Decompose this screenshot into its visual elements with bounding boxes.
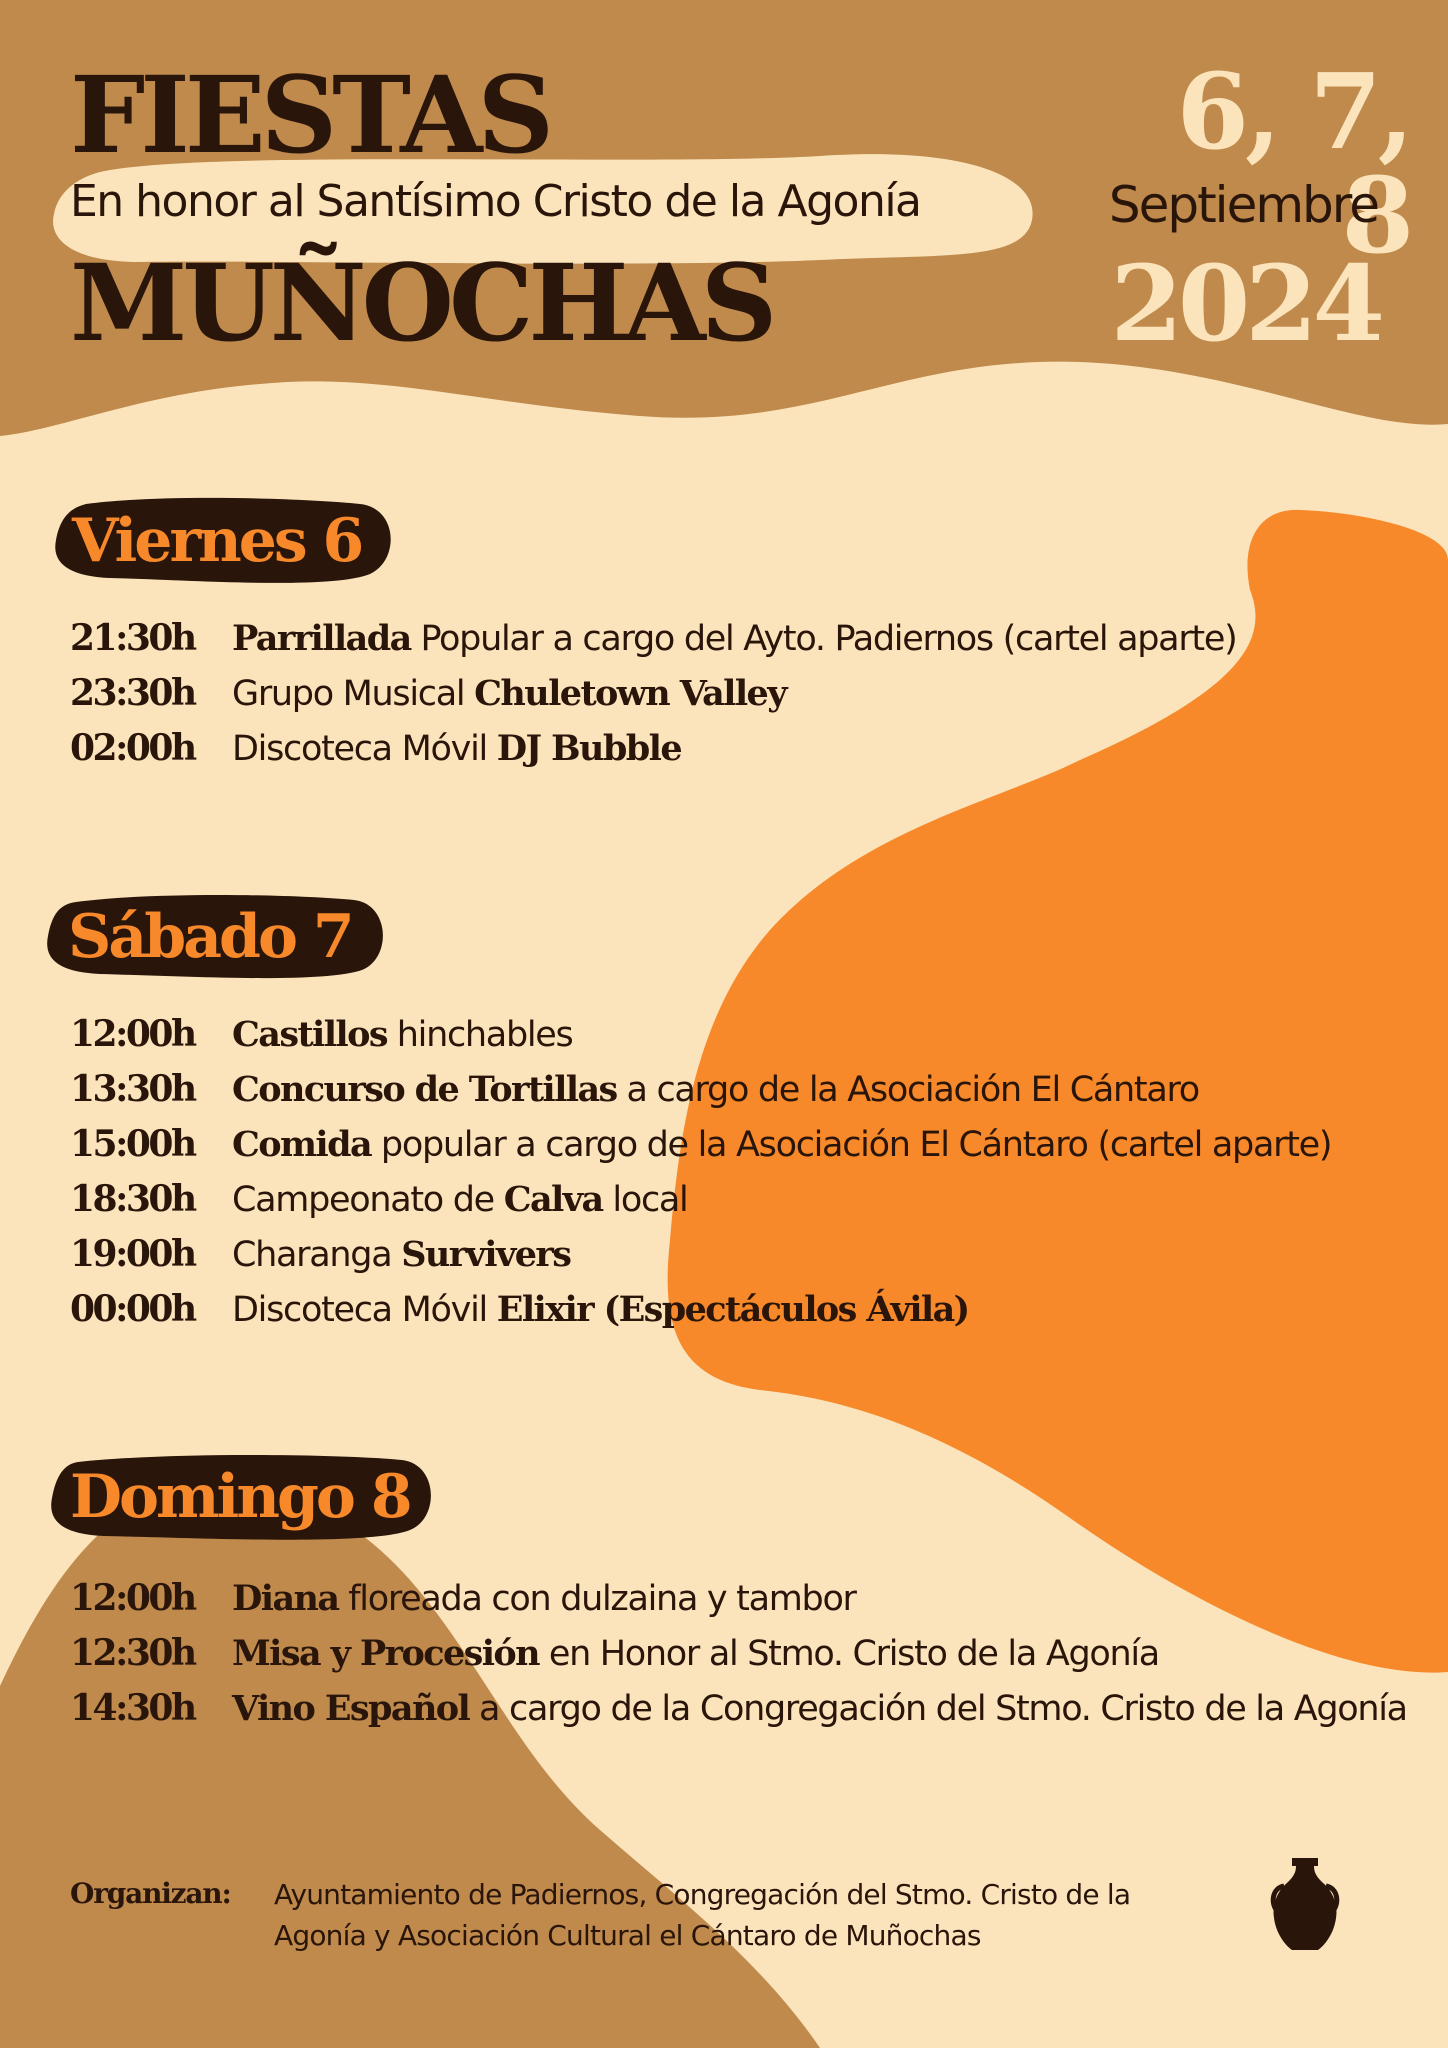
event-highlight: Calva (503, 1179, 603, 1220)
event-description (232, 666, 1410, 722)
event-highlight: Chuletown Valley (474, 673, 786, 714)
event-time: 18:30h (70, 1178, 195, 1220)
event-row (70, 1172, 1410, 1227)
event-row (70, 1626, 1410, 1681)
event-row (70, 1282, 1410, 1337)
event-row (70, 611, 1410, 666)
event-text: floreada con dulzaina y tambor (338, 1579, 856, 1619)
schedule-sabado (70, 1007, 1410, 1337)
event-time: 00:00h (70, 1288, 195, 1330)
schedule-domingo (70, 1571, 1410, 1791)
event-description (232, 1681, 1410, 1737)
event-description (232, 611, 1410, 667)
event-highlight: Elixir (Espectáculos Ávila) (496, 1289, 969, 1330)
event-text: a cargo de la Congregación del Stmo. Cristo de la Agonía (469, 1689, 1407, 1729)
title-town: MUÑOCHAS (70, 240, 773, 365)
event-description (232, 1117, 1410, 1173)
event-text: en Honor al Stmo. Cristo de la Agonía (539, 1634, 1159, 1674)
event-highlight: Parrillada (232, 618, 411, 659)
event-description (232, 1007, 1410, 1063)
event-highlight: Castillos (232, 1014, 387, 1055)
event-row (70, 1117, 1410, 1172)
event-time: 12:30h (70, 1632, 195, 1674)
organizers-text: Ayuntamiento de Padiernos, Congregación del Stmo. Cristo de la Agonía y Asociación Cultural el Cántaro de Muñochas (274, 1878, 1131, 1952)
event-description (232, 1626, 1410, 1682)
event-time: 23:30h (70, 672, 195, 714)
event-time: 12:00h (70, 1013, 195, 1055)
event-text: Campeonato de (232, 1180, 504, 1220)
event-description (232, 1571, 1410, 1627)
event-highlight: Survivers (401, 1234, 571, 1275)
event-highlight: Vino Español (232, 1688, 470, 1729)
schedule-viernes (70, 611, 1410, 776)
title-fiestas: FIESTAS (70, 52, 550, 177)
clay-jug-icon (1270, 1856, 1340, 1952)
event-description (232, 1062, 1410, 1118)
event-text: Grupo Musical (232, 674, 475, 714)
event-time: 21:30h (70, 617, 195, 659)
event-time: 19:00h (70, 1233, 195, 1275)
event-text: Charanga (232, 1235, 402, 1275)
event-text: Popular a cargo del Ayto. Padiernos (cartel aparte) (410, 619, 1237, 659)
day-label-sabado: Sábado 7 (68, 902, 352, 972)
date-days: 6, 7, 8 (1176, 50, 1410, 277)
event-text: hinchables (386, 1015, 573, 1055)
event-time: 14:30h (70, 1687, 195, 1729)
event-text: local (602, 1180, 688, 1220)
day-label-viernes: Viernes 6 (72, 506, 362, 576)
event-description (232, 1282, 1410, 1338)
event-row (70, 1007, 1410, 1062)
event-highlight: Concurso de Tortillas (232, 1069, 617, 1110)
event-time: 02:00h (70, 727, 195, 769)
date-month: Septiembre (1108, 176, 1378, 234)
event-row (70, 721, 1410, 776)
event-row (70, 1681, 1410, 1791)
event-time: 12:00h (70, 1577, 195, 1619)
event-time: 13:30h (70, 1068, 195, 1110)
event-text: a cargo de la Asociación El Cántaro (616, 1070, 1199, 1110)
event-text: Discoteca Móvil (232, 729, 497, 769)
event-highlight: Comida (232, 1124, 372, 1165)
event-highlight: DJ Bubble (496, 728, 681, 769)
event-time: 15:00h (70, 1123, 195, 1165)
event-highlight: Misa y Procesión (232, 1633, 540, 1674)
organizers-label: Organizan: (70, 1877, 231, 1910)
event-description (232, 721, 1410, 777)
date-year: 2024 (1110, 242, 1380, 365)
event-row (70, 1571, 1410, 1626)
event-row (70, 666, 1410, 721)
event-description (232, 1172, 1410, 1228)
event-text: popular a cargo de la Asociación El Cántaro (cartel aparte) (371, 1125, 1332, 1165)
event-row (70, 1227, 1410, 1282)
event-text: Discoteca Móvil (232, 1290, 497, 1330)
day-label-domingo: Domingo 8 (70, 1462, 410, 1532)
event-description (232, 1227, 1410, 1283)
event-row (70, 1062, 1410, 1117)
subtitle: En honor al Santísimo Cristo de la Agonía (70, 176, 921, 227)
event-highlight: Diana (232, 1578, 339, 1619)
